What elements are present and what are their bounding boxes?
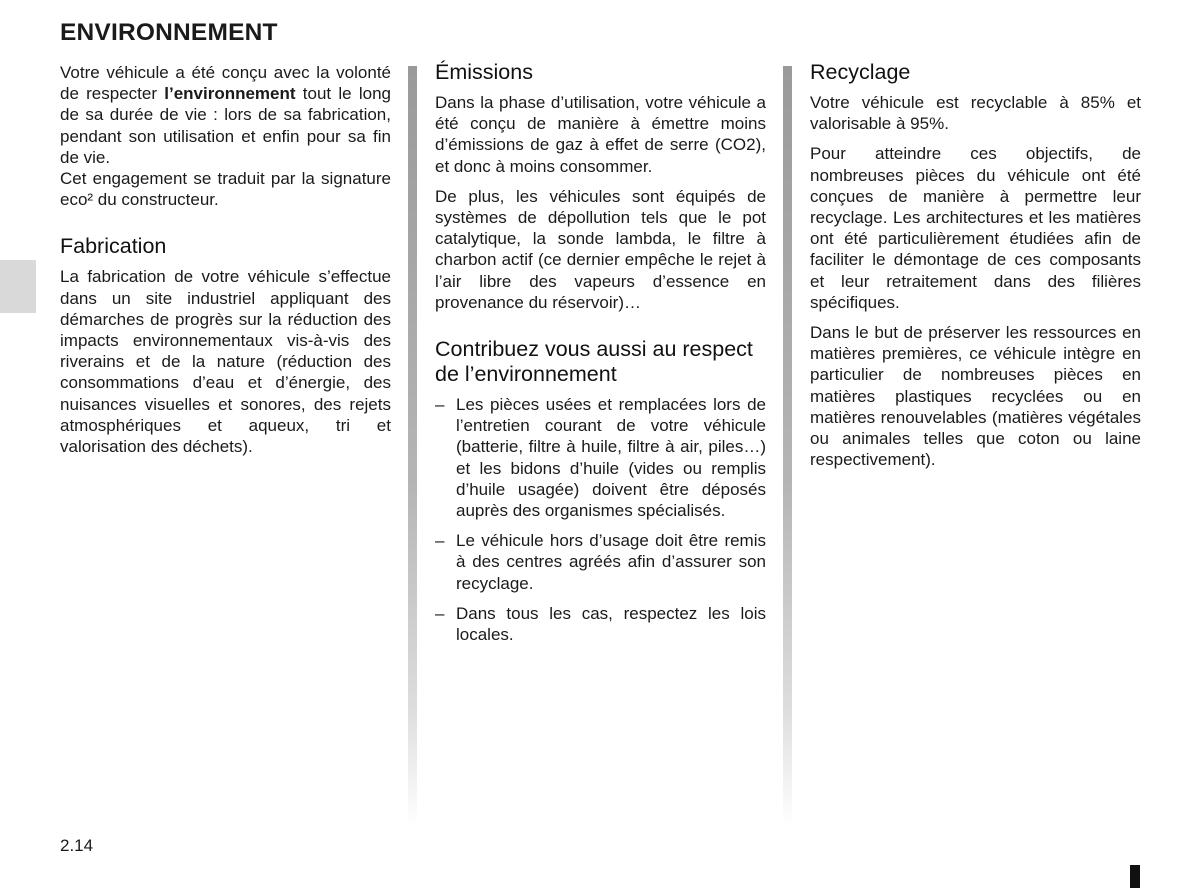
list-item bbox=[435, 394, 766, 521]
emissions-paragraph-2: De plus, les véhicules sont équipés de systèmes de dépollution tels que le pot catalytique, la sonde lambda, le filtre à charbon actif (ce dernier empêche le rejet à l’air libre des vapeurs d’essence en provenance du réservoir)… bbox=[435, 186, 766, 312]
intro-text: Votre véhicule a été conçu avec la volonté de respecter bbox=[60, 63, 391, 104]
list-item-text: Le véhicule hors d’usage doit être remis à des centres agréés afin d’assurer son recyclage. bbox=[456, 531, 766, 593]
list-item bbox=[435, 530, 766, 594]
recyclage-heading: Recyclage bbox=[810, 60, 911, 84]
list-item-text: Dans tous les cas, respectez les lois locales. bbox=[456, 603, 766, 645]
fabrication-paragraph: La fabrication de votre véhicule s’effectue dans un site industriel appliquant des démarches de progrès sur la réduction des impacts environnementaux vis-à-vis des riverains et de la nature (réduction des consommations d’eau et d’énergie, des nuisances visuelles et sonores, des rejets atmosphériques et aqueux, tri et valorisation des déchets). bbox=[60, 267, 391, 457]
list-item-text: Les pièces usées et remplacées lors de l’entretien courant de votre véhicule (batterie, filtre à huile, filtre à air, piles…) et les bidons d’huile (vides ou remplis d’huile usagée) doivent être déposés auprès des organismes spécialisés. bbox=[456, 395, 766, 521]
column-divider bbox=[783, 66, 792, 826]
page-corner-mark bbox=[1130, 865, 1140, 888]
recyclage-paragraph-3: Dans le but de préserver les ressources en matières premières, ce véhicule intègre en particulier de nombreuses pièces en matières plastiques recyclées ou en matières renouvelables (matières végétales ou animales telles que coton ou laine respectivement). bbox=[810, 323, 1141, 470]
section-tab bbox=[0, 260, 36, 313]
dash-marker: – bbox=[435, 603, 445, 623]
column-right bbox=[810, 60, 1141, 479]
intro-paragraph-2: Cet engagement se traduit par la signature eco² du constructeur. bbox=[60, 169, 391, 210]
column-divider bbox=[408, 66, 417, 826]
intro-text-end: tout le long de sa durée de vie : lors de sa fabrication, pendant son utilisation et enfin pour sa fin de vie. bbox=[60, 84, 391, 167]
page-title: ENVIRONNEMENT bbox=[60, 19, 278, 46]
intro-bold-term: l’environnement bbox=[164, 84, 296, 104]
intro-paragraph bbox=[60, 62, 391, 168]
fabrication-heading: Fabrication bbox=[60, 234, 167, 259]
page-number: 2.14 bbox=[60, 836, 94, 855]
dash-marker: – bbox=[435, 531, 445, 551]
list-item bbox=[435, 603, 766, 645]
recommendations-list bbox=[435, 394, 766, 645]
column-left bbox=[60, 62, 391, 466]
emissions-heading: Émissions bbox=[435, 60, 533, 84]
recyclage-paragraph-1: Votre véhicule est recyclable à 85% et valorisable à 95%. bbox=[810, 93, 1141, 134]
emissions-paragraph-1: Dans la phase d’utilisation, votre véhicule a été conçu de manière à émettre moins d’émissions de gaz à effet de serre (CO2), et donc à moins consommer. bbox=[435, 93, 766, 176]
recyclage-paragraph-2: Pour atteindre ces objectifs, de nombreuses pièces du véhicule ont été conçues de manière à permettre leur recyclage. Les architectures et les matières ont été particulièrement étudiées afin de faciliter le démontage de ces composants et leur retraitement dans des filières spécifiques. bbox=[810, 144, 1141, 312]
contribuez-heading: Contribuez vous aussi au respect de l’environnement bbox=[435, 337, 753, 387]
dash-marker: – bbox=[435, 395, 445, 415]
column-middle bbox=[435, 60, 766, 654]
